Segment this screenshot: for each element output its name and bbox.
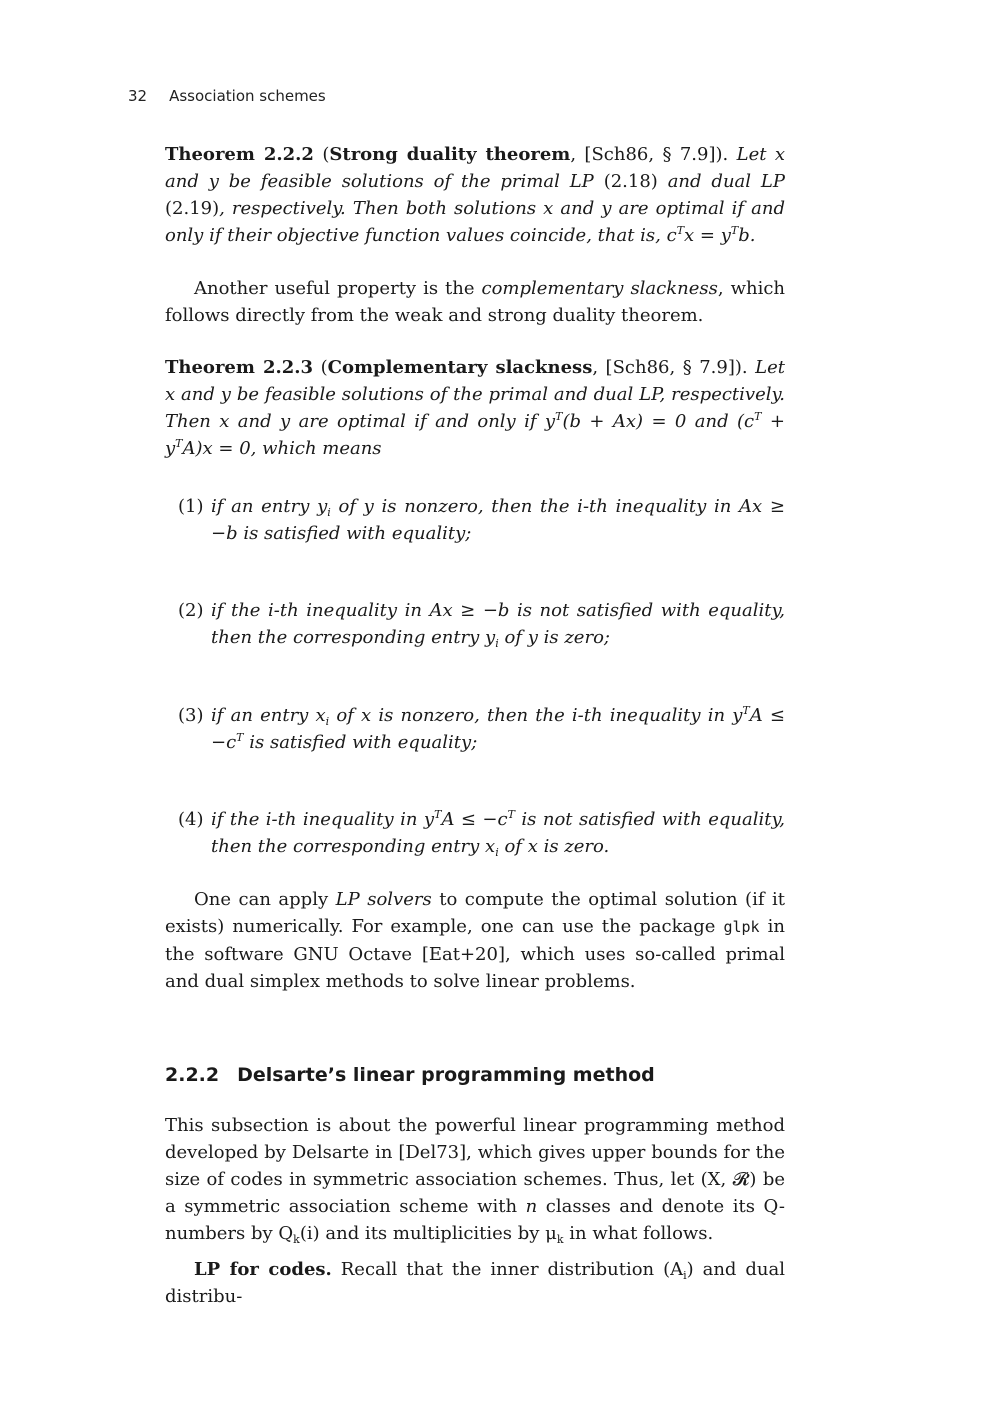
emphasis: complementary slackness xyxy=(481,278,718,299)
text: classes and denote its Q-numbers by Q xyxy=(165,1196,785,1244)
page-number: 32 xyxy=(128,87,148,105)
text: Recall that the inner distribution (A xyxy=(340,1259,684,1280)
formula-sup: T xyxy=(730,224,739,237)
sup: T xyxy=(434,808,442,821)
sub: k xyxy=(556,1233,564,1246)
item-number: (1) xyxy=(178,496,204,517)
text: , which follows directly from the weak and strong duality theorem. xyxy=(165,278,785,326)
paragraph-complementary xyxy=(165,275,785,329)
running-title: Association schemes xyxy=(169,87,326,105)
formula-part: b. xyxy=(738,225,756,246)
item-number: (2) xyxy=(178,600,204,621)
item-text: is not satisfied with equality, then the corresponding entry x xyxy=(211,809,785,857)
item-text: A ≤ −c xyxy=(441,809,508,830)
theorem-text: and dual LP xyxy=(667,171,785,192)
theorem-name: Strong duality theorem xyxy=(329,144,571,165)
item-text: of x is zero. xyxy=(504,836,610,857)
item-text: of y is nonzero, then the i-th inequality in Ax ≥ −b is satisfied with equality; xyxy=(211,496,785,544)
eq-ref: (2.19) xyxy=(165,198,220,219)
item-text: of y is zero; xyxy=(504,627,610,648)
formula-part: c xyxy=(666,225,677,246)
sub: i xyxy=(683,1269,687,1282)
theorem-text: A)x = 0, which means xyxy=(182,438,382,459)
sup: T xyxy=(507,808,515,821)
text: in the software GNU Octave [Eat+20], which uses so-called primal and dual simplex methods to solve linear problems. xyxy=(165,916,785,992)
theorem-text: (b + Ax) = 0 and (c xyxy=(562,411,755,432)
sup: T xyxy=(754,410,762,423)
text: Another useful property is the xyxy=(194,278,475,299)
paragraph-delsarte xyxy=(165,1112,785,1247)
theorem-2-2-3 xyxy=(165,354,785,462)
theorem-label: Theorem 2.2.3 xyxy=(165,357,314,378)
item-text: A ≤ −c xyxy=(211,705,785,753)
text: in what follows. xyxy=(569,1223,714,1244)
sub: i xyxy=(495,637,499,650)
item-text: if the i-th inequality in y xyxy=(211,809,435,830)
formula-sup: T xyxy=(676,224,685,237)
text: This subsection is about the powerful linear programming method developed by Delsarte in [Del73], which gives upper bounds for the size of codes in symmetric association schemes. Thus, let (X, 𝓡) be a symmetric association scheme with xyxy=(165,1115,785,1217)
formula-part: x = y xyxy=(684,225,731,246)
text: ) and dual distribu- xyxy=(165,1259,785,1307)
running-head xyxy=(128,87,326,105)
sub: i xyxy=(495,846,499,859)
list-item xyxy=(178,806,785,860)
sub: i xyxy=(325,715,330,728)
item-text: of x is nonzero, then the i-th inequality in y xyxy=(336,705,743,726)
theorem-2-2-2 xyxy=(165,141,785,249)
text: to compute the optimal solution (if it exists) numerically. For example, one can use the package xyxy=(165,889,785,937)
item-number: (4) xyxy=(178,809,204,830)
sup: T xyxy=(175,437,183,450)
theorem-text: Let x and y be feasible solutions of the primal LP xyxy=(165,144,785,192)
math-var: n xyxy=(525,1196,538,1217)
item-number: (3) xyxy=(178,705,204,726)
item-text: if an entry x xyxy=(211,705,326,726)
sup: T xyxy=(236,731,244,744)
paren-open: ( xyxy=(322,144,330,165)
list-item xyxy=(178,702,785,756)
emphasis: LP solvers xyxy=(335,889,432,910)
paragraph-lp-codes xyxy=(165,1256,785,1310)
code: glpk xyxy=(723,918,760,936)
section-title: Delsarte’s linear programming method xyxy=(237,1064,655,1086)
theorem-ref: , [Sch86, § 7.9]). xyxy=(570,144,729,165)
paren-open: ( xyxy=(320,357,328,378)
item-text: if the i-th inequality in Ax ≥ −b is not satisfied with equality, then the corresponding entry y xyxy=(211,600,785,648)
sub: k xyxy=(293,1233,300,1246)
eq-ref: (2.18) xyxy=(603,171,658,192)
sup: T xyxy=(742,704,750,717)
list-item xyxy=(178,597,785,651)
section-heading xyxy=(165,1064,655,1086)
theorem-name: Complementary slackness xyxy=(327,357,593,378)
paragraph-label: LP for codes. xyxy=(194,1259,332,1280)
theorem-text: + y xyxy=(165,411,785,459)
theorem-text: , respectively. Then both solutions x and y are optimal if and only if their objective function values coincide, that is, xyxy=(165,198,785,246)
text: One can apply xyxy=(194,889,329,910)
theorem-label: Theorem 2.2.2 xyxy=(165,144,314,165)
paragraph-lp-solvers xyxy=(165,886,785,995)
theorem-text: Let x and y be feasible solutions of the primal and dual LP, respectively. Then x and y are optimal if and only if y xyxy=(165,357,785,432)
item-text: is satisfied with equality; xyxy=(249,732,478,753)
sub: i xyxy=(327,506,331,519)
list-item xyxy=(178,493,785,547)
formula xyxy=(667,225,756,246)
section-number: 2.2.2 xyxy=(165,1064,220,1086)
sup: T xyxy=(555,410,563,423)
text: (i) and its multiplicities by μ xyxy=(299,1223,557,1244)
item-text: if an entry y xyxy=(211,496,328,517)
theorem-ref: , [Sch86, § 7.9]). xyxy=(592,357,748,378)
